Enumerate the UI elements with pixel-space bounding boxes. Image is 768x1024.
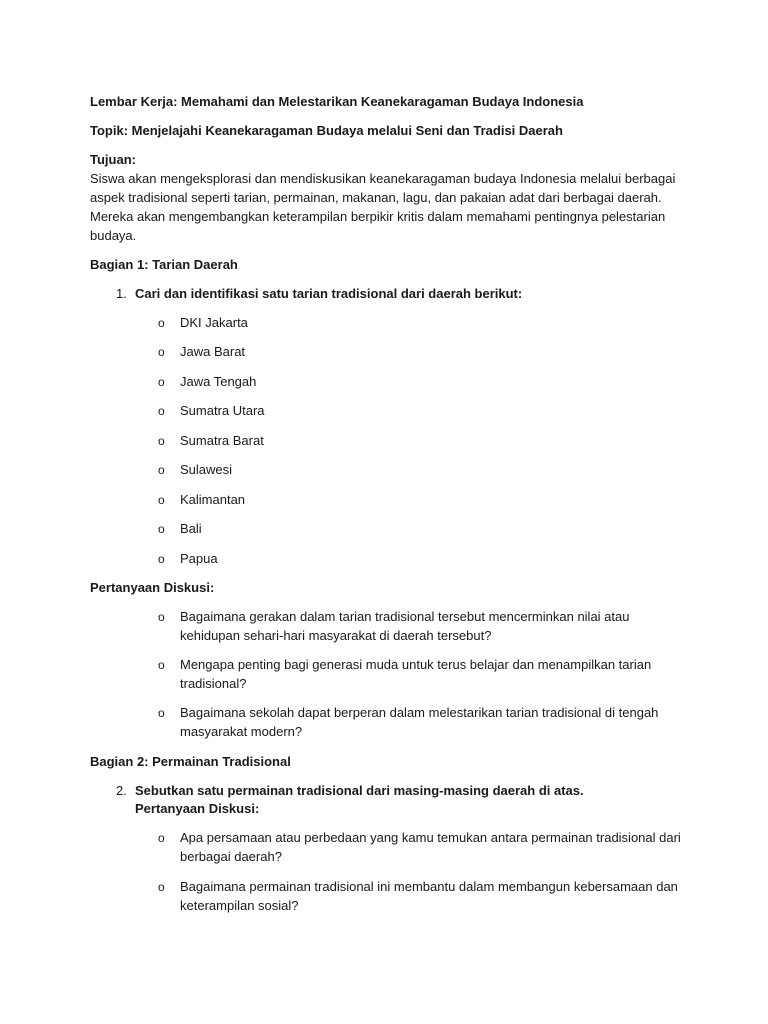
bullet-icon: o xyxy=(158,463,165,477)
region-label: Jawa Tengah xyxy=(180,374,257,389)
question-line: masyarakat modern? xyxy=(180,724,303,739)
bullet-icon: o xyxy=(158,493,165,507)
question-line: Apa persamaan atau perbedaan yang kamu temukan antara permainan tradisional dari xyxy=(180,830,681,845)
region-label: Papua xyxy=(180,551,218,566)
question-line: tradisional? xyxy=(180,676,247,691)
goal-line: aspek tradisional seperti tarian, permainan, makanan, lagu, dan pakaian adat dari berbagai daerah. xyxy=(90,190,662,205)
region-label: Jawa Barat xyxy=(180,344,246,359)
bullet-icon: o xyxy=(158,316,165,330)
question-line: kehidupan sehari-hari masyarakat di daerah tersebut? xyxy=(180,628,492,643)
goal-label: Tujuan: xyxy=(90,152,136,167)
bullet-icon: o xyxy=(158,375,165,389)
document-title: Lembar Kerja: Memahami dan Melestarikan Keanekaragaman Budaya Indonesia xyxy=(90,94,584,109)
goal-line: Mereka akan mengembangkan keterampilan berpikir kritis dalam memahami pentingnya pelestarian xyxy=(90,209,666,224)
bullet-icon: o xyxy=(158,434,165,448)
bullet-icon: o xyxy=(158,345,165,359)
bullet-icon: o xyxy=(158,552,165,566)
section2-discussion-heading: Pertanyaan Diskusi: xyxy=(135,801,260,816)
section1-heading: Bagian 1: Tarian Daerah xyxy=(90,257,238,272)
bullet-icon: o xyxy=(158,658,165,672)
question-line: Mengapa penting bagi generasi muda untuk terus belajar dan menampilkan tarian xyxy=(180,657,652,672)
task1-text: Cari dan identifikasi satu tarian tradisional dari daerah berikut: xyxy=(135,286,523,301)
bullet-icon: o xyxy=(158,706,165,720)
task1-number: 1. xyxy=(116,286,127,301)
section2-heading: Bagian 2: Permainan Tradisional xyxy=(90,754,291,769)
region-label: DKI Jakarta xyxy=(180,315,248,330)
bullet-icon: o xyxy=(158,610,165,624)
section1-discussion-heading: Pertanyaan Diskusi: xyxy=(90,580,215,595)
topic-line: Topik: Menjelajahi Keanekaragaman Budaya melalui Seni dan Tradisi Daerah xyxy=(90,123,563,138)
region-label: Kalimantan xyxy=(180,492,246,507)
task2-number: 2. xyxy=(116,783,127,798)
region-label: Sumatra Barat xyxy=(180,433,264,448)
bullet-icon: o xyxy=(158,831,165,845)
region-label: Bali xyxy=(180,521,202,536)
question-line: keterampilan sosial? xyxy=(180,898,299,913)
question-line: Bagaimana permainan tradisional ini membantu dalam membangun kebersamaan dan xyxy=(180,879,678,894)
region-label: Sulawesi xyxy=(180,462,233,477)
goal-line: budaya. xyxy=(90,228,137,243)
question-line: Bagaimana sekolah dapat berperan dalam melestarikan tarian tradisional di tengah xyxy=(180,705,659,720)
question-line: Bagaimana gerakan dalam tarian tradisional tersebut mencerminkan nilai atau xyxy=(180,609,630,624)
task2-text: Sebutkan satu permainan tradisional dari masing-masing daerah di atas. xyxy=(135,783,584,798)
question-line: berbagai daerah? xyxy=(180,849,282,864)
region-label: Sumatra Utara xyxy=(180,403,265,418)
bullet-icon: o xyxy=(158,522,165,536)
bullet-icon: o xyxy=(158,880,165,894)
bullet-icon: o xyxy=(158,404,165,418)
goal-line: Siswa akan mengeksplorasi dan mendiskusikan keanekaragaman budaya Indonesia melalui berbagai xyxy=(90,171,676,186)
